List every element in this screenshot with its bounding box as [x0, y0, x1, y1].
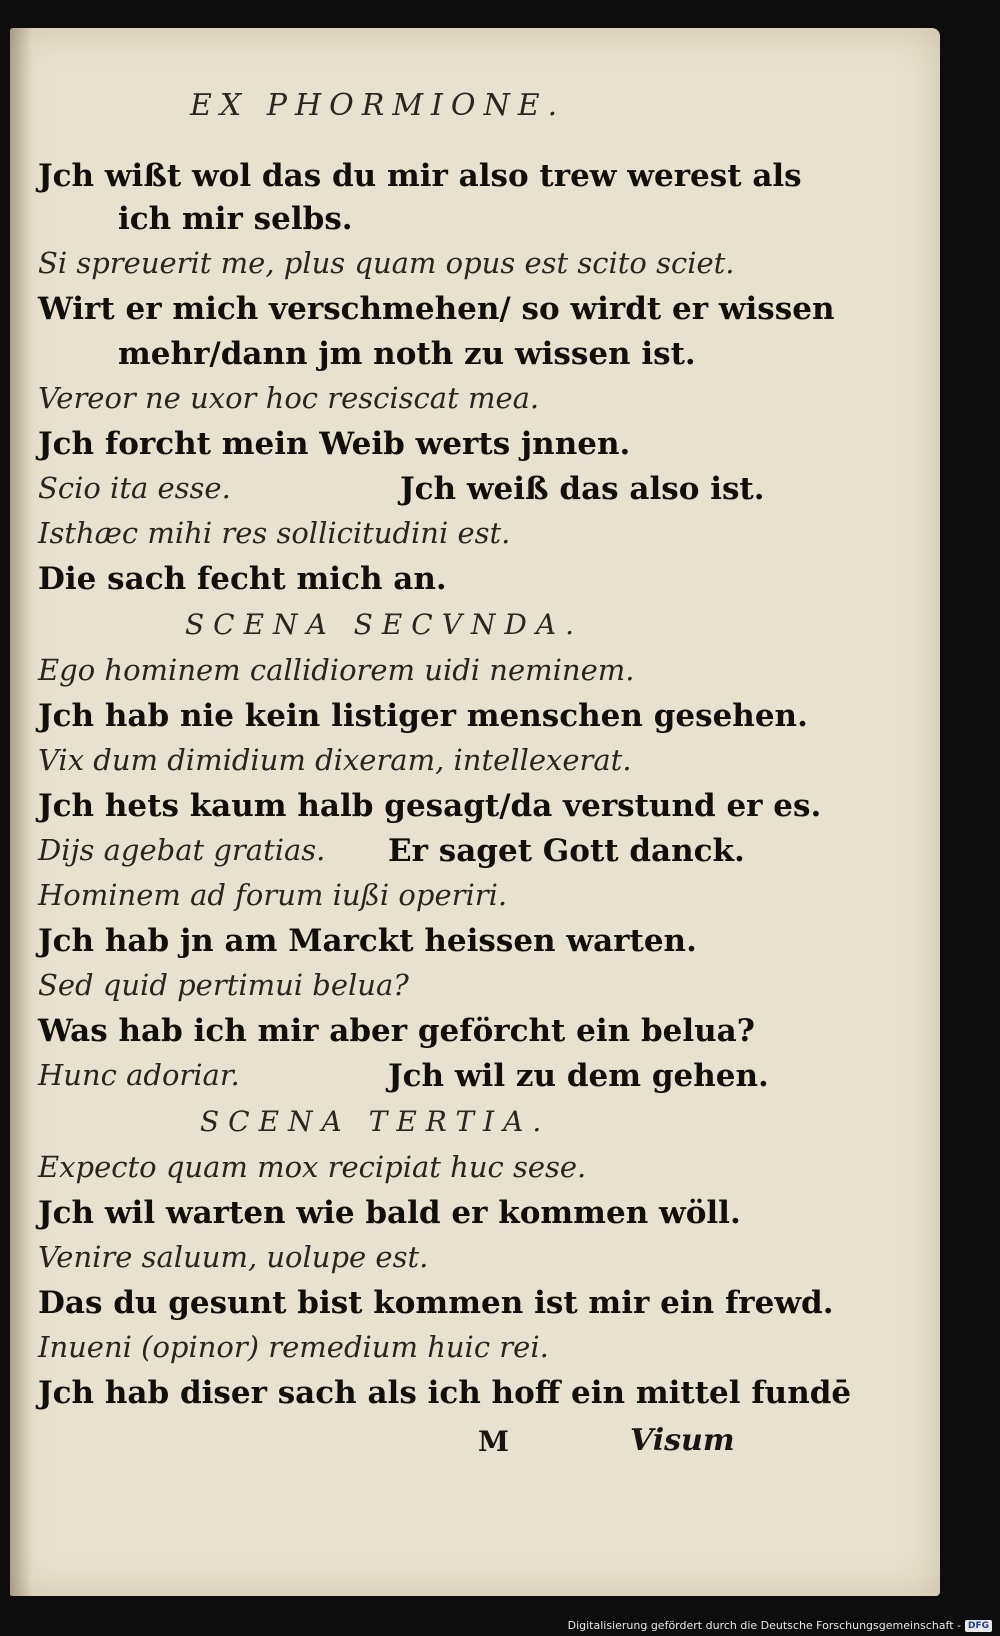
running-head: EX PHORMIONE.: [190, 88, 566, 123]
text-line-right: Jch weiß das also ist.: [400, 471, 765, 507]
text-line: Expecto quam mox recipiat huc sese.: [38, 1150, 587, 1184]
text-line: Inueni (opinor) remedium huic rei.: [38, 1330, 549, 1364]
credit-text: Digitalisierung gefördert durch die Deutsche Forschungsgemeinschaft -: [567, 1619, 961, 1632]
text-line: Jch wil warten wie bald er kommen wöll.: [38, 1195, 741, 1231]
signature-mark: M: [478, 1425, 509, 1458]
text-line: Hunc adoriar.: [38, 1058, 240, 1092]
text-line: Jch forcht mein Weib werts jnnen.: [38, 426, 631, 462]
dfg-logo-icon: DFG: [965, 1620, 992, 1632]
text-line: Scio ita esse.: [38, 471, 231, 505]
text-line: Jch wißt wol das du mir also trew werest als: [38, 158, 802, 194]
text-line-right: Jch wil zu dem gehen.: [388, 1058, 769, 1094]
text-line: ich mir selbs.: [118, 201, 353, 237]
digitization-credit: [568, 1619, 992, 1632]
scene-heading: SCENA TERTIA.: [200, 1105, 551, 1138]
text-line: Jch hab jn am Marckt heissen warten.: [38, 923, 697, 959]
text-line: Die sach fecht mich an.: [38, 561, 447, 597]
text-line: Was hab ich mir aber geförcht ein belua?: [38, 1013, 755, 1049]
book-page: [10, 28, 940, 1596]
text-line: Dijs agebat gratias.: [38, 833, 326, 867]
text-line: Jch hets kaum halb gesagt/da verstund er es.: [38, 788, 822, 824]
text-line: Vereor ne uxor hoc resciscat mea.: [38, 381, 540, 415]
text-line: Jch hab diser sach als ich hoff ein mittel fundē: [38, 1375, 852, 1411]
catchword: Visum: [630, 1423, 735, 1458]
text-line: Ego hominem callidiorem uidi neminem.: [38, 653, 635, 687]
text-line: mehr/dann jm noth zu wissen ist.: [118, 336, 696, 372]
text-line: Si spreuerit me, plus quam opus est scito sciet.: [38, 246, 735, 280]
text-line: Venire saluum, uolupe est.: [38, 1240, 429, 1274]
text-line: Hominem ad forum iußi operiri.: [38, 878, 508, 912]
text-line-right: Er saget Gott danck.: [388, 833, 745, 869]
text-line: Wirt er mich verschmehen/ so wirdt er wissen: [38, 291, 835, 327]
text-line: Das du gesunt bist kommen ist mir ein frewd.: [38, 1285, 834, 1321]
text-line: Vix dum dimidium dixeram, intellexerat.: [38, 743, 632, 777]
text-line: Isthæc mihi res sollicitudini est.: [38, 516, 511, 550]
text-line: Jch hab nie kein listiger menschen gesehen.: [38, 698, 808, 734]
scene-heading: SCENA SECVNDA.: [185, 608, 584, 641]
text-line: Sed quid pertimui belua?: [38, 968, 409, 1002]
